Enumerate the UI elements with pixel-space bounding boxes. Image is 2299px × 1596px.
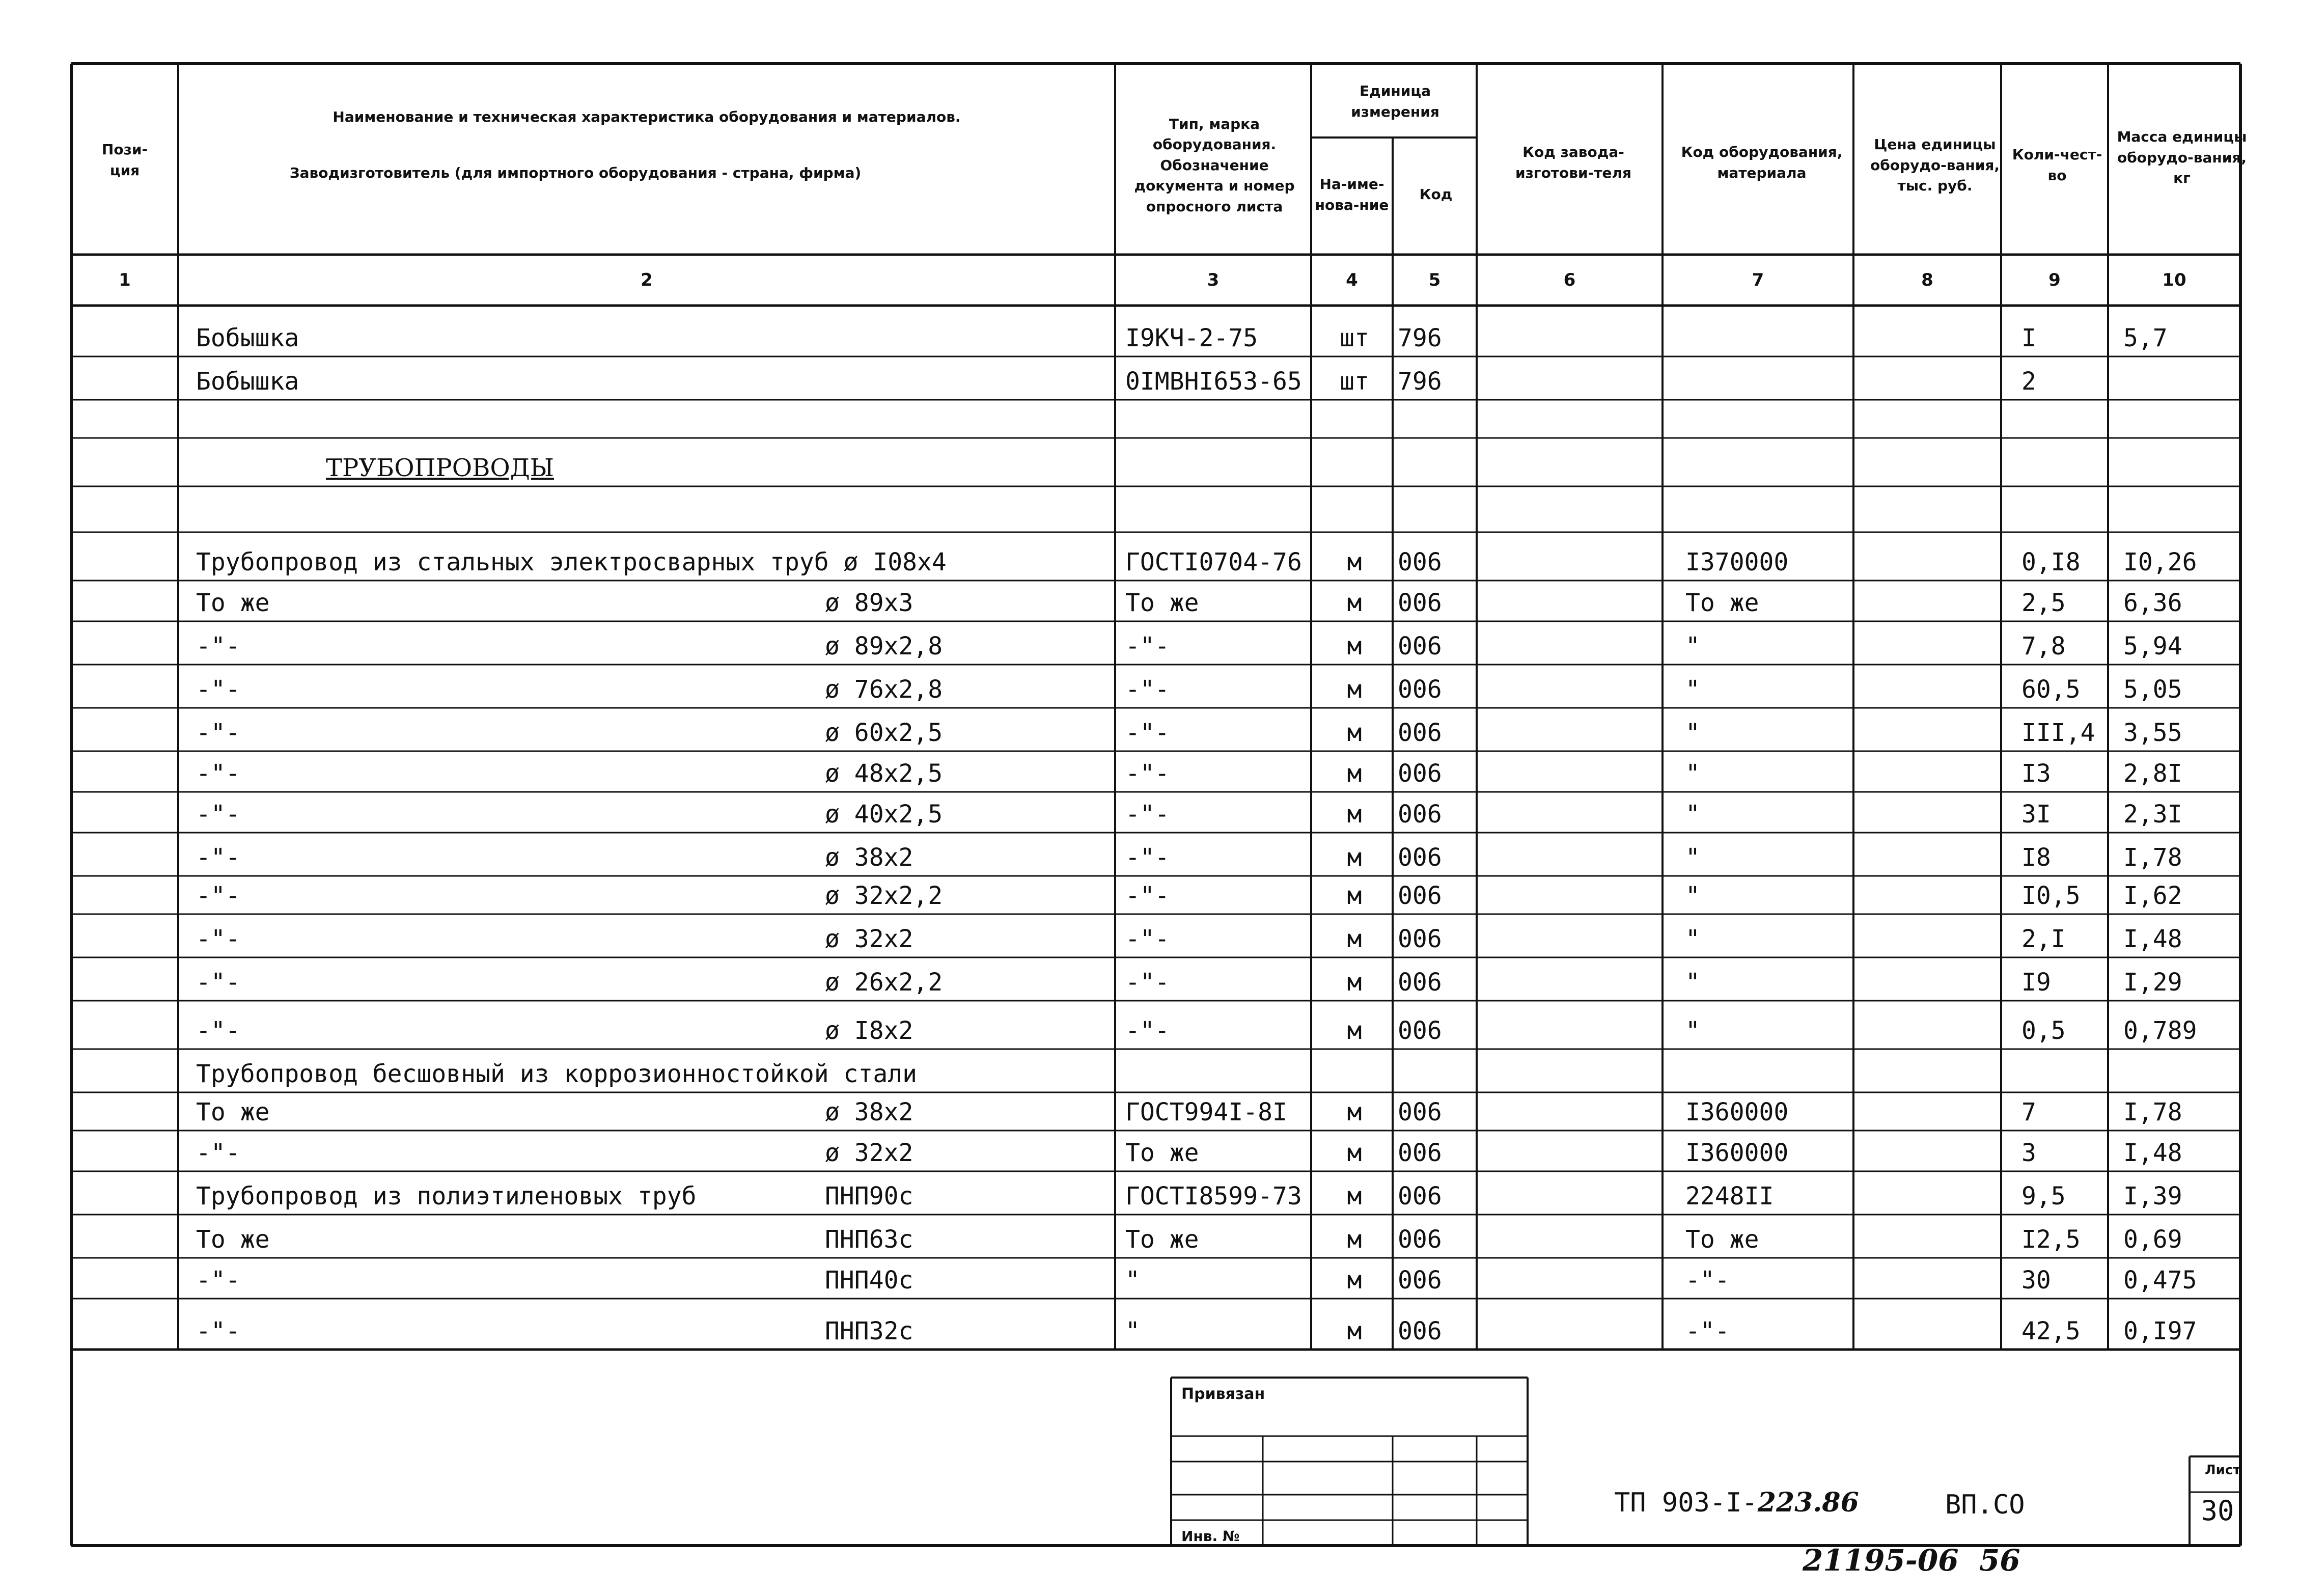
item-size: ø 89х2,8: [825, 632, 943, 661]
header-name: Наименование и техническая характеристика оборудования и материалов.: [333, 108, 961, 125]
item-unit: м: [1347, 1098, 1362, 1126]
item-size: ПНП63с: [825, 1225, 913, 1254]
item-mass: 5,7: [2123, 324, 2168, 352]
item-unit-code: 006: [1398, 925, 1442, 953]
item-unit-code: 006: [1398, 843, 1442, 872]
column-number: 2: [641, 270, 653, 290]
item-name: То же: [196, 1098, 270, 1126]
item-size: ø 26х2,2: [825, 968, 943, 997]
item-mass: 0,789: [2123, 1016, 2197, 1045]
item-name: -"-: [196, 1266, 240, 1295]
header-manufacturer: Заводизготовитель (для импортного оборудования - страна, фирма): [289, 164, 862, 181]
item-unit: шт: [1340, 367, 1369, 396]
item-name: Бобышка: [196, 367, 299, 396]
item-name: Трубопровод из полиэтиленовых труб: [196, 1182, 697, 1210]
item-name: -"-: [196, 632, 240, 661]
item-mass: I0,26: [2123, 548, 2197, 576]
item-quantity: 3I: [2021, 800, 2051, 829]
item-unit-code: 006: [1398, 675, 1442, 704]
document-code-prefix: ТП 903-I-: [1614, 1488, 1758, 1518]
header-type: Тип, марка оборудования. Обозначение документа и номер опросного листа: [1134, 115, 1295, 215]
item-type: -"-: [1125, 759, 1170, 788]
document-code: [1614, 1487, 1859, 1518]
column-number: 9: [2048, 270, 2061, 290]
header-material-code: Код оборудования, материала: [1681, 144, 1843, 181]
item-name: -"-: [196, 759, 240, 788]
item-unit: м: [1347, 589, 1362, 617]
item-name: Трубопровод бесшовный из коррозионностойкой стали: [196, 1060, 918, 1088]
item-material-code: ": [1685, 925, 1700, 953]
item-mass: 3,55: [2123, 719, 2182, 747]
item-material-code: ": [1685, 843, 1700, 872]
item-quantity: 42,5: [2021, 1317, 2081, 1345]
item-unit: м: [1347, 675, 1362, 704]
section-heading: ТРУБОПРОВОДЫ: [326, 454, 555, 482]
item-material-code: -"-: [1685, 1266, 1730, 1295]
item-size: ø 60х2,5: [825, 719, 943, 747]
item-quantity: 60,5: [2021, 675, 2081, 704]
item-quantity: I3: [2021, 759, 2051, 788]
item-mass: 2,3I: [2123, 800, 2182, 829]
item-mass: I,48: [2123, 1139, 2182, 1167]
item-unit-code: 006: [1398, 1317, 1442, 1345]
header-position: Пози- ция: [101, 141, 148, 179]
item-quantity: 0,5: [2021, 1016, 2066, 1045]
item-type: То же: [1125, 1225, 1199, 1254]
item-unit: м: [1347, 882, 1362, 910]
header-unit-code: Код: [1419, 186, 1453, 203]
item-name: -"-: [196, 843, 240, 872]
item-quantity: 7,8: [2021, 632, 2066, 661]
column-number: 10: [2162, 270, 2186, 290]
item-material-code: ": [1685, 759, 1700, 788]
item-size: ø 48х2,5: [825, 759, 943, 788]
item-mass: I,29: [2123, 968, 2182, 997]
item-name: То же: [196, 1225, 270, 1254]
item-quantity: I9: [2021, 968, 2051, 997]
column-number: 3: [1207, 270, 1220, 290]
item-type: -"-: [1125, 968, 1170, 997]
item-name: -"-: [196, 1139, 240, 1167]
item-type: -"-: [1125, 632, 1170, 661]
item-mass: 2,8I: [2123, 759, 2182, 788]
item-unit-code: 006: [1398, 1098, 1442, 1126]
item-name: -"-: [196, 1317, 240, 1345]
header-manufacturer-code: Код завода-изготови-теля: [1515, 144, 1631, 181]
item-unit: м: [1347, 1016, 1362, 1045]
header-unit: Единица измерения: [1351, 82, 1439, 120]
item-unit: м: [1347, 719, 1362, 747]
item-type: ГОСТI0704-76: [1125, 548, 1302, 576]
item-quantity: 2,I: [2021, 925, 2066, 953]
item-material-code: ": [1685, 675, 1700, 704]
sheet-number: 30: [2201, 1495, 2234, 1527]
header-price: Цена единицы оборудо-вания, тыс. руб.: [1870, 136, 2000, 195]
item-unit-code: 006: [1398, 632, 1442, 661]
item-unit-code: 006: [1398, 1266, 1442, 1295]
item-size: ПНП90с: [825, 1182, 913, 1210]
item-mass: I,78: [2123, 843, 2182, 872]
item-unit-code: 006: [1398, 1016, 1442, 1045]
item-type: То же: [1125, 589, 1199, 617]
item-size: ø 32х2: [825, 925, 913, 953]
header-quantity: Коли-чест-во: [2012, 146, 2102, 184]
column-number: 4: [1346, 270, 1358, 290]
item-material-code: I360000: [1685, 1098, 1789, 1126]
item-material-code: То же: [1685, 589, 1759, 617]
item-mass: I,78: [2123, 1098, 2182, 1126]
item-material-code: ": [1685, 800, 1700, 829]
item-size: ø 32х2,2: [825, 882, 943, 910]
item-size: ø 89х3: [825, 589, 913, 617]
item-quantity: 2: [2021, 367, 2036, 396]
item-type: ГОСТI8599-73: [1125, 1182, 1302, 1210]
item-material-code: ": [1685, 1016, 1700, 1045]
item-name: -"-: [196, 800, 240, 829]
item-material-code: ": [1685, 882, 1700, 910]
item-mass: 6,36: [2123, 589, 2182, 617]
item-mass: 5,94: [2123, 632, 2182, 661]
item-type: ": [1125, 1317, 1140, 1345]
item-unit-code: 006: [1398, 548, 1442, 576]
section-code: ВП.СО: [1945, 1490, 2025, 1520]
item-material-code: -"-: [1685, 1317, 1730, 1345]
stamp-privyazan: Привязан: [1181, 1385, 1265, 1403]
item-size: ø 76х2,8: [825, 675, 943, 704]
item-type: ГОСТ994I-8I: [1125, 1098, 1287, 1126]
item-name: -"-: [196, 968, 240, 997]
item-unit-code: 006: [1398, 968, 1442, 997]
item-material-code: То же: [1685, 1225, 1759, 1254]
item-size: ø 40х2,5: [825, 800, 943, 829]
item-size: ø 32х2: [825, 1139, 913, 1167]
item-unit: м: [1347, 548, 1362, 576]
item-quantity: I: [2021, 324, 2036, 352]
sheet-label: Лист: [2205, 1463, 2241, 1478]
item-unit: м: [1347, 925, 1362, 953]
column-number: 8: [1921, 270, 1933, 290]
item-quantity: 3: [2021, 1139, 2036, 1167]
item-unit: м: [1347, 1182, 1362, 1210]
item-size: ø 38х2: [825, 843, 913, 872]
item-type: ": [1125, 1266, 1140, 1295]
item-unit-code: 796: [1398, 367, 1442, 396]
item-mass: 0,69: [2123, 1225, 2182, 1254]
item-unit: м: [1347, 632, 1362, 661]
item-name: -"-: [196, 1016, 240, 1045]
item-mass: I,48: [2123, 925, 2182, 953]
item-unit-code: 796: [1398, 324, 1442, 352]
item-quantity: 0,I8: [2021, 548, 2081, 576]
item-quantity: 30: [2021, 1266, 2051, 1295]
item-unit: м: [1347, 1139, 1362, 1167]
footer-handwritten-number: 21195-06 56: [1803, 1543, 2020, 1578]
item-unit: м: [1347, 1225, 1362, 1254]
item-unit: м: [1347, 843, 1362, 872]
item-mass: 0,475: [2123, 1266, 2197, 1295]
item-unit: м: [1347, 800, 1362, 829]
item-material-code: 2248II: [1685, 1182, 1774, 1210]
item-type: 0IМВНI653-65: [1125, 367, 1302, 396]
item-unit-code: 006: [1398, 800, 1442, 829]
item-name: -"-: [196, 925, 240, 953]
item-material-code: ": [1685, 719, 1700, 747]
column-number: 6: [1563, 270, 1576, 290]
item-unit: м: [1347, 759, 1362, 788]
column-number: 5: [1428, 270, 1441, 290]
item-material-code: I370000: [1685, 548, 1789, 576]
item-size: ПНП40с: [825, 1266, 913, 1295]
item-name: То же: [196, 589, 270, 617]
header-mass: Масса единицы оборудо-вания, кг: [2117, 128, 2247, 187]
item-unit: м: [1347, 968, 1362, 997]
item-unit-code: 006: [1398, 1225, 1442, 1254]
item-material-code: ": [1685, 968, 1700, 997]
item-name: -"-: [196, 882, 240, 910]
item-unit: м: [1347, 1266, 1362, 1295]
item-mass: 5,05: [2123, 675, 2182, 704]
item-quantity: I0,5: [2021, 882, 2081, 910]
item-name: Бобышка: [196, 324, 299, 352]
column-number: 1: [119, 270, 131, 290]
item-material-code: I360000: [1685, 1139, 1789, 1167]
item-quantity: 2,5: [2021, 589, 2066, 617]
item-quantity: 7: [2021, 1098, 2036, 1126]
item-size: ø 38х2: [825, 1098, 913, 1126]
item-name: -"-: [196, 675, 240, 704]
item-type: -"-: [1125, 800, 1170, 829]
column-number: 7: [1752, 270, 1764, 290]
item-type: -"-: [1125, 1016, 1170, 1045]
document-code-hand: 223.86: [1757, 1487, 1859, 1518]
item-material-code: ": [1685, 632, 1700, 661]
item-unit-code: 006: [1398, 589, 1442, 617]
item-type: То же: [1125, 1139, 1199, 1167]
item-mass: I,39: [2123, 1182, 2182, 1210]
item-quantity: III,4: [2021, 719, 2095, 747]
item-size: ПНП32с: [825, 1317, 913, 1345]
stamp-inventory: Инв. №: [1181, 1528, 1240, 1545]
item-unit: м: [1347, 1317, 1362, 1345]
item-unit-code: 006: [1398, 719, 1442, 747]
item-unit-code: 006: [1398, 882, 1442, 910]
item-type: -"-: [1125, 882, 1170, 910]
item-quantity: 9,5: [2021, 1182, 2066, 1210]
item-quantity: I8: [2021, 843, 2051, 872]
item-mass: I,62: [2123, 882, 2182, 910]
item-type: -"-: [1125, 843, 1170, 872]
item-name: Трубопровод из стальных электросварных труб ø I08х4: [196, 548, 947, 576]
item-unit: шт: [1340, 324, 1369, 352]
item-mass: 0,I97: [2123, 1317, 2197, 1345]
item-size: ø I8х2: [825, 1016, 913, 1045]
item-type: -"-: [1125, 925, 1170, 953]
item-unit-code: 006: [1398, 1182, 1442, 1210]
item-unit-code: 006: [1398, 759, 1442, 788]
item-name: -"-: [196, 719, 240, 747]
item-type: -"-: [1125, 675, 1170, 704]
item-quantity: I2,5: [2021, 1225, 2081, 1254]
item-type: -"-: [1125, 719, 1170, 747]
header-unit-name: На-име-нова-ние: [1315, 175, 1389, 213]
item-unit-code: 006: [1398, 1139, 1442, 1167]
item-type: I9КЧ-2-75: [1125, 324, 1258, 352]
